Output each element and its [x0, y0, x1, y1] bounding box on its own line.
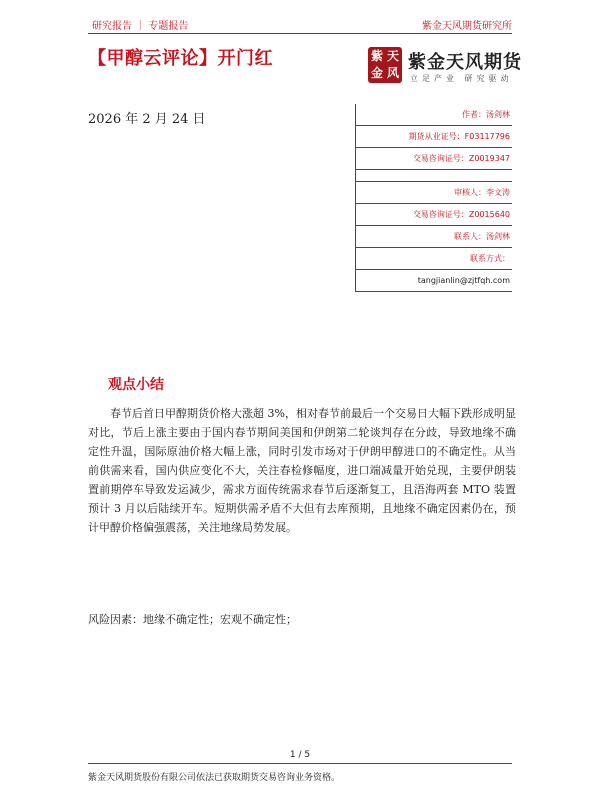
page-number: 1 / 5: [289, 750, 311, 760]
author-license: 期货从业证号：F03117796: [355, 126, 512, 148]
seal-char: 风: [386, 66, 399, 80]
contact-email[interactable]: tangjianlin@zjtfqh.com: [355, 270, 512, 292]
author-consult-number: 交易咨询证号：Z0019347: [355, 148, 512, 170]
footer-disclaimer: 紫金天风期货股份有限公司依法已获取期货交易咨询业务资格。: [88, 773, 341, 783]
header-report-type: 研究报告 ｜ 专题报告: [92, 21, 189, 32]
footer-divider: [88, 763, 512, 764]
report-date: 2026 年 2 月 24 日: [88, 112, 206, 127]
company-logo: [368, 47, 522, 87]
logo-company-name: 紫金天风期货: [408, 52, 522, 73]
risk-factors: 风险因素：地缘不确定性；宏观不确定性；: [88, 613, 297, 626]
seal-char: 天: [386, 49, 399, 63]
summary-paragraph: 春节后首日甲醇期货价格大涨超 3%，相对春节前最后一个交易日大幅下跌形成明显对比，节后上涨主要由于国内春节期间美国和伊朗第二轮谈判存在分歧，导致地缘不确定性升温，国际原油价格大幅上涨，同时引发市场对于伊朗甲醇进口的不确定性。从当前供需来看，国内供应变化不大，关注春检修幅度，进口端减量开始兑现，主要伊朗装置前期停车导致发运减少，需求方面传统需求春节后逐渐复工，且浯海两套 MTO 装置预计 3 月以后陆续开车。短期供需矛盾不大但有去库预期，且地缘不确定因素仍在，预计甲醇价格偏强震荡，关注地缘局势发展。: [88, 407, 516, 534]
logo-slogan: 立足产业 研究驱动: [410, 74, 513, 83]
section-title: 观点小结: [108, 377, 164, 393]
report-title: 【甲醇云评论】开门红: [88, 48, 273, 69]
logo-seal-icon: [368, 47, 402, 83]
info-spacer: [355, 170, 512, 182]
author-info-box: [355, 104, 512, 292]
contact-person: 联系人：汤剑林: [355, 226, 512, 248]
reviewer-consult-number: 交易咨询证号：Z0015640: [355, 204, 512, 226]
header-divider: [88, 33, 512, 34]
reviewer-name: 审核人：李文涛: [355, 182, 512, 204]
header-institute: 紫金天风期货研究所: [422, 21, 512, 32]
contact-method-label: 联系方式：: [355, 248, 512, 270]
author-name: 作者：汤剑林: [355, 104, 512, 126]
seal-char: 紫: [370, 49, 383, 63]
seal-char: 金: [370, 66, 383, 80]
